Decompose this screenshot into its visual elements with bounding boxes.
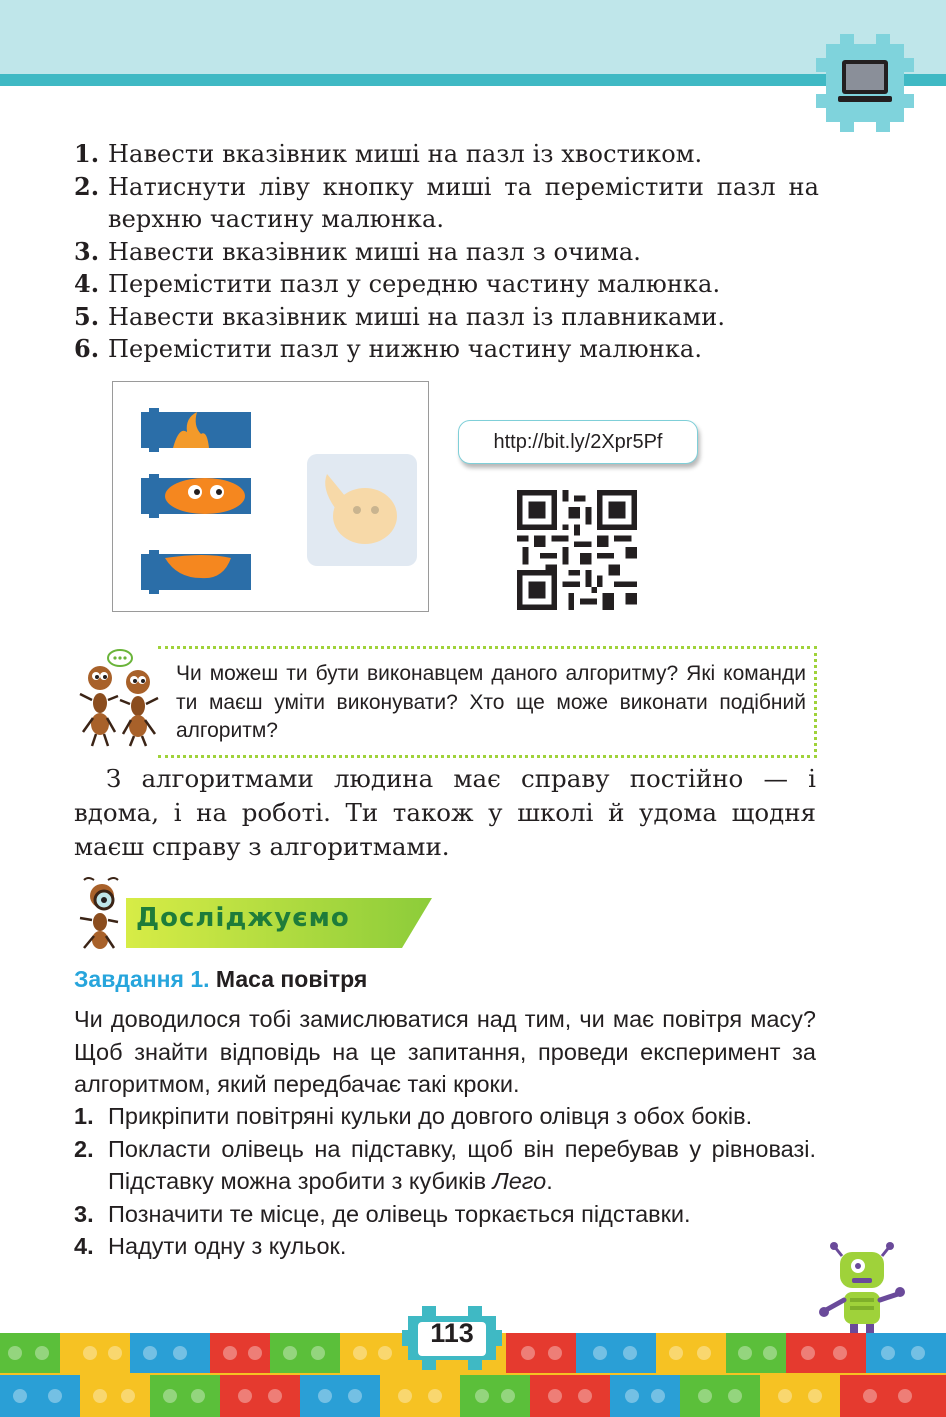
steps-list-bottom [74,1100,816,1263]
url-link[interactable] [458,420,698,464]
top-band [0,0,946,78]
list-item: 3. Навести вказівник миші на пазл з очима. [74,236,642,266]
ants-illustration [74,648,164,748]
list-item: 6. Перемістити пазл у нижню частину малюнка. [74,334,703,363]
task-title: Завдання 1. Маса повітря [74,966,368,992]
fish-puzzle-illustration [113,382,428,611]
paragraph-algorithms: З алгоритмами людина має справу постійно — і вдома, і на роботі. Ти також у школі й удома щодня маєш справу з алгоритмами. [74,764,816,861]
list-item: 3. Позначити те місце, де олівець торкається підставки. [74,1200,691,1227]
ant-magnifier-illustration [74,876,138,952]
list-item: 5. Навести вказівник миші на пазл із плавниками. [74,301,726,331]
list-item: 4. Перемістити пазл у середню частину малюнка. [74,269,721,298]
list-item: 2. Покласти олівець на підставку, щоб він перебував у рівновазі. Підставку можна зробити з кубиків Лего. [74,1135,816,1194]
steps-list-top [74,138,819,366]
fish-puzzle-image [112,381,429,612]
research-label: Досліджуємо [136,903,350,933]
list-item: 4. Надути одну з кульок. [74,1233,347,1259]
list-item: 1. Навести вказівник миші на пазл із хвостиком. [74,139,703,168]
list-item: 1. Прикріпити повітряні кульки до довгого олівця з обох боків. [74,1103,753,1129]
think-question: Чи можеш ти бути виконавцем даного алгоритму? Які команди ти маєш уміти виконувати? Хто ще може виконати подібний алгоритм? [176,662,806,742]
qr-code [517,490,637,610]
monitor-icon [812,30,918,136]
top-stripe [0,74,946,86]
url-text: http://bit.ly/2Xpr5Pf [493,430,663,453]
robot-illustration [814,1238,910,1338]
page-number: 113 [430,1318,474,1348]
paragraph-experiment: Чи доводилося тобі замислюватися над тим, чи має повітря масу? Щоб знайти відповідь на це запитання, проведи експеримент за алгоритмом, який передбачає такі кроки. [74,1006,816,1097]
list-item: 2. Натиснути ліву кнопку миші та перемістити пазл на верхню частину малюнка. [74,171,819,233]
